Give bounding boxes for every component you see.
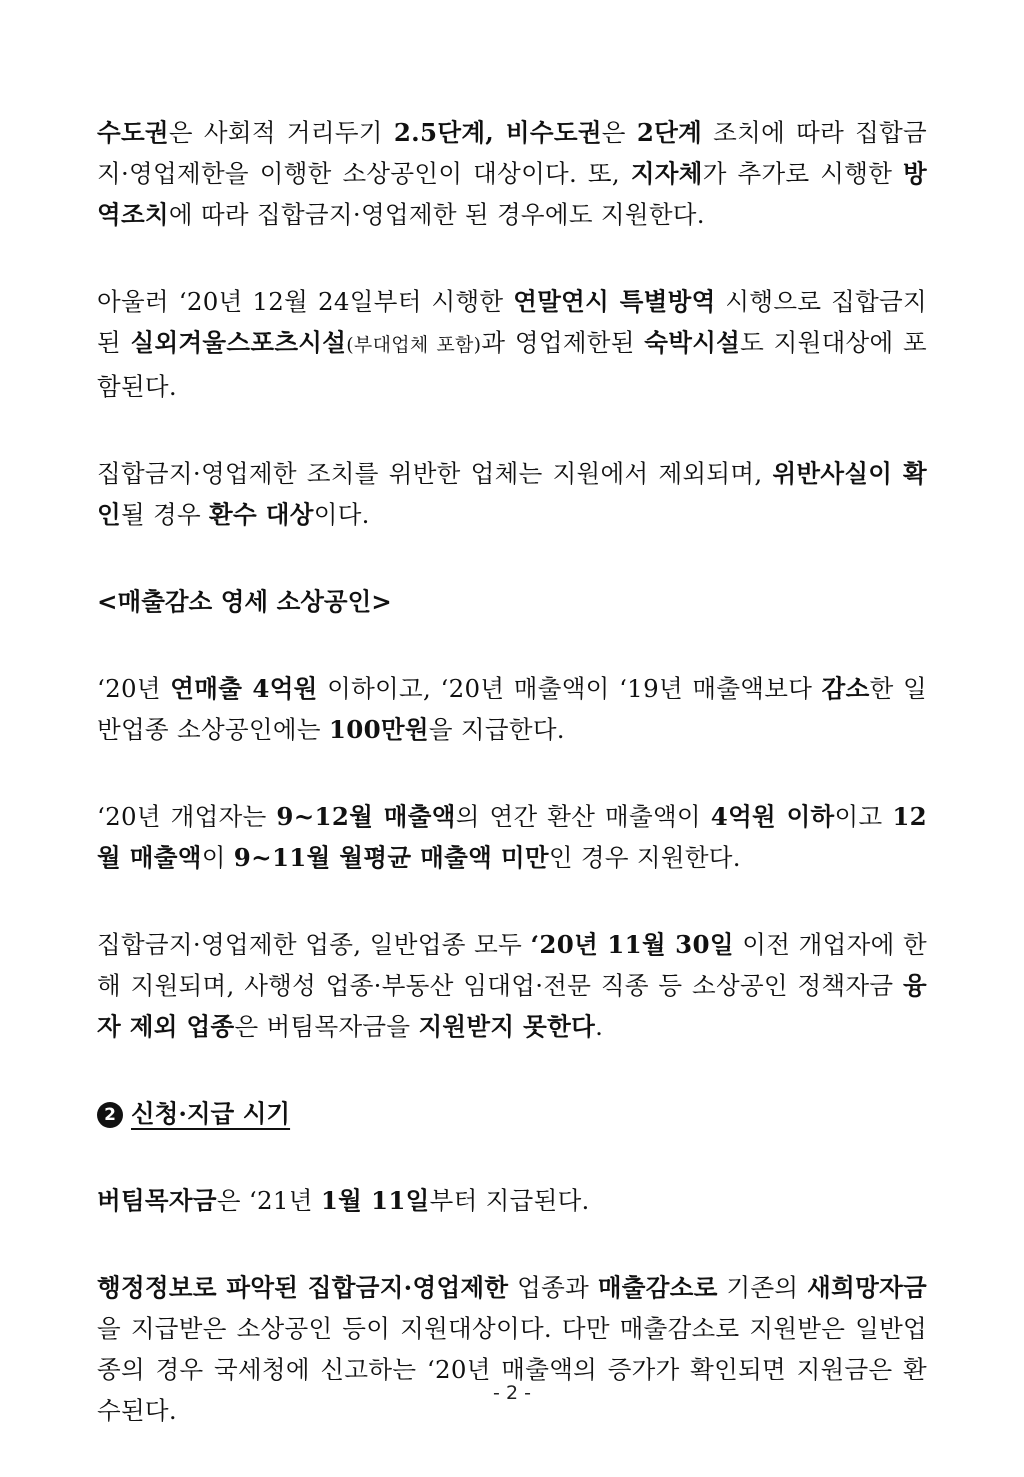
paragraph-violation-exclusion [97, 453, 927, 535]
text-run: 과 영업제한된 [481, 328, 645, 357]
paragraph-new-business-criteria [97, 796, 927, 878]
circled-number-icon: 2 [97, 1102, 123, 1128]
bold-text-run: 100만원 [328, 715, 429, 744]
bold-text-run: 버팀목자금 [97, 1186, 217, 1215]
bold-text-run: 4억원 이하 [710, 802, 835, 831]
section-title-text: 신청·지급 시기 [131, 1099, 291, 1128]
bold-text-run: 2단계 [636, 118, 703, 147]
bold-text-run: 새희망자금 [807, 1273, 928, 1302]
text-run: 을 지급받은 소상공인 등이 지원대상이다. 다만 매출감소로 지원받은 일반업종의 경우 국세청에 신고하는 ‘20년 매출액의 증가가 확인되면 지원금은 환수된다. [97, 1314, 927, 1425]
text-run: 이고 [834, 802, 893, 831]
bold-text-run: 9~11월 월평균 매출액 미만 [233, 843, 549, 872]
text-run: 될 경우 [120, 500, 210, 529]
bold-text-run: 지자체 [630, 159, 703, 188]
paragraph-eligibility-regions [97, 112, 927, 235]
bold-text-run: 감소 [821, 674, 870, 703]
text-run: 이다. [313, 500, 370, 529]
text-run: 을 지급한다. [428, 715, 565, 744]
text-run: ‘20년 개업자는 [97, 802, 277, 831]
paragraph-excluded-businesses [97, 924, 927, 1047]
text-run: 은 ‘21년 [216, 1186, 321, 1215]
text-run: 가 추가로 시행한 [702, 159, 904, 188]
text-run: 은 사회적 거리두기 [168, 118, 394, 147]
bold-text-run: 2.5단계, 비수도권 [393, 118, 602, 147]
bold-text-run: 12월 매출액 [97, 802, 928, 872]
paragraph-sales-criteria [97, 668, 927, 750]
bold-text-run: 수도권 [97, 118, 169, 147]
bold-text-run: 행정정보로 파악된 집합금지·영업제한 [97, 1273, 509, 1302]
text-run: ‘20년 [97, 674, 171, 703]
text-run: 도 지원대상에 포함된다. [97, 328, 927, 401]
small-text-run: (부대업체 포함) [346, 334, 482, 356]
bold-text-run: 매출감소로 [597, 1273, 718, 1302]
bold-text-run: 실외겨울스포츠시설 [130, 328, 347, 357]
text-run: . [595, 1012, 604, 1041]
page-number: - 2 - [493, 1382, 531, 1404]
bold-text-run: 환수 대상 [209, 500, 314, 529]
text-run: 은 [601, 118, 637, 147]
subheading-sales-decline: <매출감소 영세 소상공인> [97, 587, 392, 616]
bold-text-run: 9~12월 매출액 [276, 802, 456, 831]
text-run: 업종과 [508, 1273, 598, 1302]
section-heading [97, 1093, 927, 1134]
bold-text-run: ‘20년 11월 30일 [530, 930, 734, 959]
text-run: 이하이고, ‘20년 매출액이 ‘19년 매출액보다 [317, 674, 822, 703]
text-run: 의 연간 환산 매출액이 [455, 802, 711, 831]
paragraph-payment-start [97, 1180, 927, 1221]
text-run: 집합금지·영업제한 조치를 위반한 업체는 지원에서 제외되며, [97, 459, 773, 488]
text-run: 한 일반업종 소상공인에는 [97, 674, 927, 744]
bold-text-run: 방역조치 [97, 159, 927, 229]
paragraph-payment-targets [97, 1267, 927, 1431]
text-run: 이 [201, 843, 234, 872]
text-run: 시행으로 집합금지된 [97, 287, 927, 357]
paragraph-year-end-measures [97, 281, 927, 407]
text-run: 기존의 [717, 1273, 808, 1302]
text-run: 조치에 따라 집합금지·영업제한을 이행한 소상공인이 대상이다. 또, [97, 118, 928, 188]
text-run: 에 따라 집합금지·영업제한 된 경우에도 지원한다. [168, 200, 705, 229]
text-run: 집합금지·영업제한 업종, 일반업종 모두 [97, 930, 531, 959]
bold-text-run: 연매출 4억원 [170, 674, 318, 703]
bold-text-run: 연말연시 특별방역 [513, 287, 716, 316]
bold-text-run: 숙박시설 [644, 328, 741, 357]
text-run: 인 경우 지원한다. [548, 843, 741, 872]
text-run: 아울러 ‘20년 12월 24일부터 시행한 [97, 287, 514, 316]
bold-text-run: 융자 제외 업종 [97, 971, 927, 1041]
document-body [97, 112, 927, 1477]
text-run: 이전 개업자에 한해 지원되며, 사행성 업종·부동산 임대업·전문 직종 등 소상공인 정책자금 [97, 930, 927, 1000]
text-run: 부터 지급된다. [429, 1186, 590, 1215]
text-run: 은 버팀목자금을 [234, 1012, 419, 1041]
bold-text-run: 위반사실이 확인 [97, 459, 927, 529]
section-title [97, 1093, 290, 1134]
bold-text-run: 지원받지 못한다 [418, 1012, 596, 1041]
bold-text-run: 1월 11일 [320, 1186, 430, 1215]
